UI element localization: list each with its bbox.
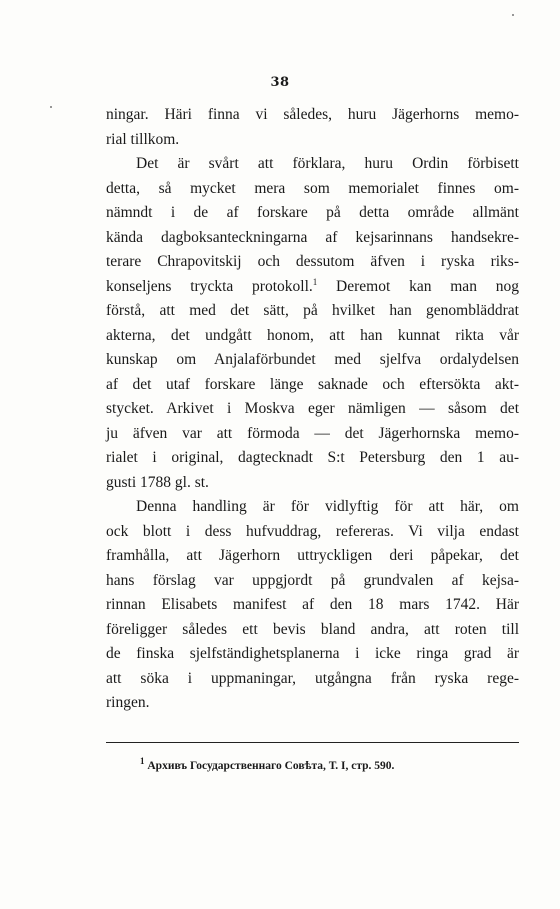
text-line-content: terare Chrapovitskij och dessutom äfven i ryska riks- xyxy=(106,253,519,270)
text-line-content: förstå, att med det sätt, på hvilket han genombläddrat xyxy=(106,302,519,319)
text-line-content: gusti 1788 gl. st. xyxy=(106,473,209,491)
text-line-content: stycket. Arkivet i Moskva eger nämligen — såsom det xyxy=(106,400,519,417)
text-line-content: rialet i original, dagtecknadt S:t Petersburg den 1 au- xyxy=(106,449,519,466)
text-line xyxy=(106,691,519,716)
page-speck xyxy=(50,106,52,108)
text-line xyxy=(106,471,519,496)
footnote xyxy=(140,756,395,772)
text-line xyxy=(106,642,519,667)
text-line-content: hans förslag var uppgjordt på grundvalen af kejsa- xyxy=(106,571,519,589)
footnote-divider xyxy=(106,742,519,743)
text-line-continuation: Deremot kan man nog xyxy=(317,277,519,295)
text-line-content: framhålla, att Jägerhorn uttryckligen deri påpekar, det xyxy=(106,547,519,564)
text-line xyxy=(106,618,519,643)
text-line xyxy=(106,201,519,226)
text-line xyxy=(106,348,519,373)
text-line-content: kända dagboksanteckningarna af kejsarinnans handsekre- xyxy=(106,228,519,246)
text-line xyxy=(106,324,519,349)
text-line-content: ju äfven var att förmoda — det Jägerhornska memo- xyxy=(106,424,519,442)
footnote-text: Архивъ Государственнаго Совѣта, Т. I, стр. 590. xyxy=(147,760,395,772)
text-line-content: nämndt i de af forskare på detta område allmänt xyxy=(106,204,519,221)
text-line xyxy=(106,446,519,471)
text-line-content: att söka i uppmaningar, utgångna från ryska rege- xyxy=(106,669,519,687)
text-line xyxy=(106,128,519,153)
text-line xyxy=(106,226,519,251)
text-line-content: af det utaf forskare länge saknade och eftersökta akt- xyxy=(106,375,519,393)
text-line-content: föreligger således ett bevis bland andra, att roten till xyxy=(106,620,519,638)
text-line xyxy=(106,569,519,594)
text-line-content: Det är svårt att förklara, huru Ordin förbisett xyxy=(136,155,519,172)
text-line xyxy=(106,177,519,202)
text-line-content: kunskap om Anjalaförbundet med sjelfva ordalydelsen xyxy=(106,351,519,368)
text-line xyxy=(106,250,519,275)
text-line-content: ningar. Häri finna vi således, huru Jägerhorns memo- xyxy=(106,106,519,123)
text-line xyxy=(106,667,519,692)
page-speck xyxy=(512,14,514,16)
text-line-content: rial tillkom. xyxy=(106,130,180,148)
text-line xyxy=(106,373,519,398)
page-number: 38 xyxy=(270,75,290,90)
text-line xyxy=(106,397,519,422)
text-line xyxy=(106,544,519,569)
text-line-content: rinnan Elisabets manifest af den 18 mars 1742. Här xyxy=(106,596,519,613)
text-line-content: konseljens tryckta protokoll. xyxy=(106,277,313,295)
text-line-content: Denna handling är för vidlyftig för att här, om xyxy=(136,498,519,515)
text-line xyxy=(106,299,519,324)
text-line xyxy=(106,495,519,520)
text-line-content: akterna, det undgått honom, att han kunnat rikta vår xyxy=(106,326,519,344)
text-line-content: detta, så mycket mera som memorialet finnes om- xyxy=(106,179,519,197)
text-line xyxy=(106,520,519,545)
body-text xyxy=(106,103,519,716)
text-line xyxy=(106,103,519,128)
text-line xyxy=(106,152,519,177)
text-line xyxy=(106,593,519,618)
text-line-content: ringen. xyxy=(106,694,150,711)
footnote-marker: 1 xyxy=(140,756,145,767)
text-line-content: ock blott i dess hufvuddrag, refereras. Vi vilja endast xyxy=(106,522,519,540)
text-line xyxy=(106,422,519,447)
text-line-content: de finska sjelfständighetsplanerna i icke ringa grad är xyxy=(106,645,519,662)
text-line xyxy=(106,275,519,300)
footnote-reference: 1 xyxy=(312,276,318,287)
